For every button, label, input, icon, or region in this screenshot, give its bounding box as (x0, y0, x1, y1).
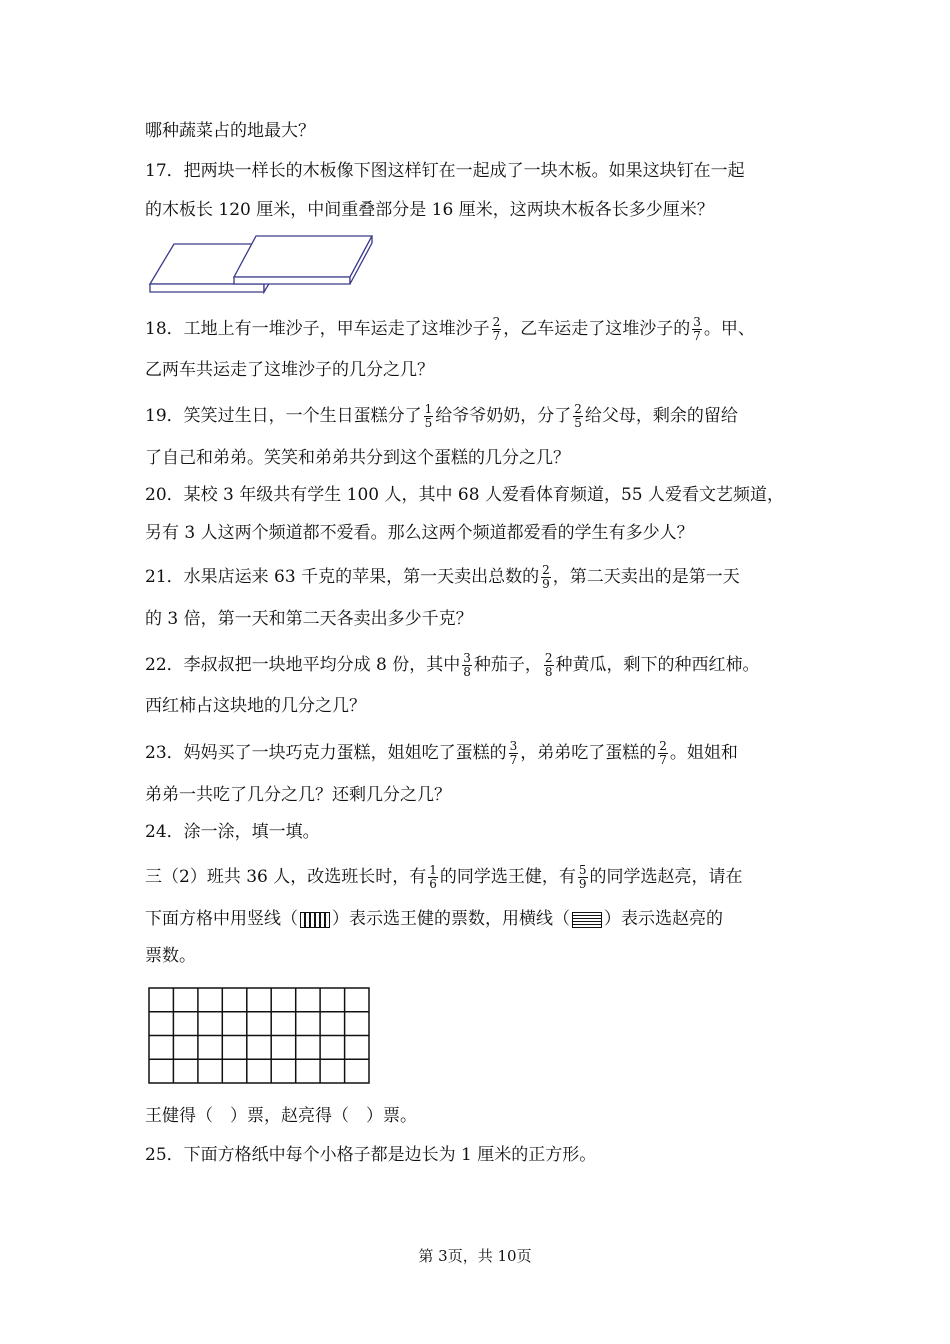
fraction (462, 652, 472, 679)
q22-text2: 种茄子， (473, 655, 542, 675)
board-left-side (150, 284, 264, 292)
q19-text3: 给父母，剩余的留给 (584, 406, 738, 426)
q20-line1: 20．某校 3 年级共有学生 100 人，其中 68 人爱看体育频道，55 人爱看文艺频道， (145, 485, 784, 505)
fraction (509, 740, 519, 767)
board-right-top (234, 236, 372, 277)
q24-line2 (145, 908, 723, 930)
q19-line2: 了自己和弟弟。笑笑和弟弟共分到这个蛋糕的几分之几？ (145, 448, 570, 468)
q21-line2: 的 3 倍，第一天和第二天各卖出多少千克？ (145, 609, 473, 629)
q24-answer: 王健得（ ）票，赵亮得（ ）票。 (145, 1106, 417, 1126)
numerator: 1 (429, 863, 437, 877)
numerator: 2 (574, 402, 582, 416)
page-footer: 第 3页，共 10页 (418, 1247, 532, 1265)
fraction (692, 316, 702, 343)
overlapping-boards-figure (148, 232, 376, 296)
q18-line2: 乙两车共运走了这堆沙子的几分之几？ (145, 360, 434, 380)
numerator: 3 (693, 315, 701, 329)
q24-text5: ）表示选王健的票数，用横线（ (332, 909, 570, 929)
q24-text2: 的同学选王健，有 (439, 867, 576, 887)
denominator: 9 (542, 577, 550, 591)
denominator: 5 (424, 416, 433, 430)
fraction (428, 864, 438, 891)
board-right-side (234, 277, 350, 284)
numerator: 2 (544, 651, 553, 665)
numerator: 5 (578, 863, 587, 877)
q19-text1: 19．笑笑过生日，一个生日蛋糕分了 (145, 406, 422, 426)
q16-continuation: 哪种蔬菜占的地最大？ (145, 121, 315, 141)
denominator: 6 (429, 877, 437, 891)
numerator: 1 (424, 402, 433, 416)
numerator: 2 (492, 315, 501, 329)
q18-text1: 18．工地上有一堆沙子，甲车运走了这堆沙子 (145, 319, 490, 339)
q20-line2: 另有 3 人这两个频道都不爱看。那么这两个频道都爱看的学生有多少人？ (145, 523, 694, 543)
vote-grid (148, 987, 372, 1085)
denominator: 7 (659, 753, 667, 767)
q18-line1 (145, 316, 755, 343)
q23-line1 (145, 740, 738, 767)
q22-line1 (145, 652, 760, 679)
q19-line1 (145, 403, 738, 430)
q24-title: 24．涂一涂，填一填。 (145, 822, 320, 842)
denominator: 8 (463, 665, 471, 679)
fraction (578, 864, 588, 891)
q21-line1 (145, 564, 740, 591)
q22-line2: 西红柿占这块地的几分之几？ (145, 696, 366, 716)
fraction (658, 740, 668, 767)
q23-text2: ，弟弟吃了蛋糕的 (520, 743, 657, 763)
q24-text3: 的同学选赵亮，请在 (589, 867, 743, 887)
q24-text6: ）表示选赵亮的 (604, 909, 723, 929)
q25-line1: 25．下面方格纸中每个小格子都是边长为 1 厘米的正方形。 (145, 1145, 597, 1165)
q22-text3: 种黄瓜，剩下的种西红柿。 (555, 655, 760, 675)
q23-text3: 。姐姐和 (669, 743, 738, 763)
numerator: 3 (509, 739, 518, 753)
q24-line3: 票数。 (145, 946, 196, 966)
q21-text1: 21．水果店运来 63 千克的苹果，第一天卖出总数的 (145, 567, 540, 587)
q17-line1: 17．把两块一样长的木板像下图这样钉在一起成了一块木板。如果这块钉在一起 (145, 161, 745, 181)
q24-text1: 三（2）班共 36 人，改选班长时，有 (145, 867, 427, 887)
q19-text2: 给爷爷奶奶，分了 (435, 406, 572, 426)
q24-text4: 下面方格中用竖线（ (145, 909, 298, 929)
horizontal-lines-pattern-icon (572, 912, 602, 928)
numerator: 3 (463, 651, 471, 665)
denominator: 8 (544, 665, 553, 679)
numerator: 2 (659, 739, 667, 753)
denominator: 7 (693, 329, 701, 343)
q18-text2: ，乙车运走了这堆沙子的 (503, 319, 691, 339)
q23-line2: 弟弟一共吃了几分之几？还剩几分之几？ (145, 785, 451, 805)
numerator: 2 (542, 563, 550, 577)
denominator: 7 (509, 753, 518, 767)
q23-text1: 23．妈妈买了一块巧克力蛋糕，姐姐吃了蛋糕的 (145, 743, 507, 763)
fraction (573, 403, 583, 430)
fraction (424, 403, 434, 430)
fraction (544, 652, 554, 679)
q22-text1: 22．李叔叔把一块地平均分成 8 份，其中 (145, 655, 461, 675)
denominator: 5 (574, 416, 582, 430)
vertical-lines-pattern-icon (300, 912, 330, 928)
q21-text2: ，第二天卖出的是第一天 (552, 567, 740, 587)
fraction (492, 316, 502, 343)
fraction (541, 564, 551, 591)
q24-line1 (145, 864, 743, 891)
denominator: 9 (578, 877, 587, 891)
denominator: 7 (492, 329, 501, 343)
q17-line2: 的木板长 120 厘米，中间重叠部分是 16 厘米，这两块木板各长多少厘米？ (145, 200, 714, 220)
q18-text3: 。甲、 (703, 319, 755, 339)
